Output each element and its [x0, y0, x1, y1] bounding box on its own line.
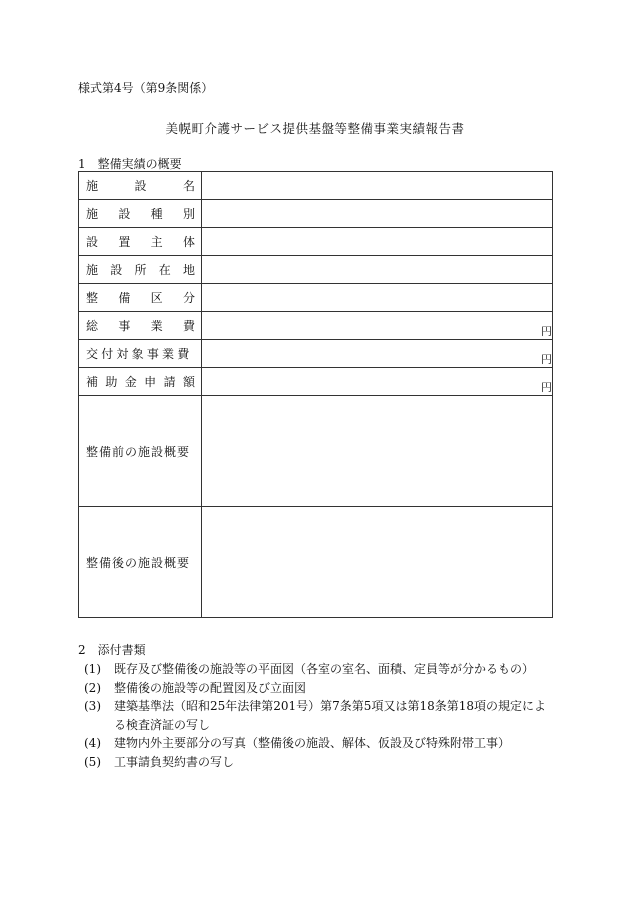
row-value-field[interactable]: [202, 256, 553, 284]
section-1-heading: 1 整備実績の概要: [78, 157, 182, 171]
row-value-field[interactable]: [202, 228, 553, 256]
table-row: [79, 340, 553, 368]
row-value-field[interactable]: [202, 200, 553, 228]
row-value-field[interactable]: 円: [202, 312, 553, 340]
table-row: [79, 256, 553, 284]
document-title: 美幌町介護サービス提供基盤等整備事業実績報告書: [165, 121, 465, 136]
table-row-tall: [79, 396, 553, 507]
row-value-field[interactable]: [202, 396, 553, 507]
list-item: (2) 整備後の施設等の配置図及び立面図: [84, 680, 307, 695]
row-value-field[interactable]: 円: [202, 340, 553, 368]
list-item: (1) 既存及び整備後の施設等の平面図（各室の室名、面積、定員等が分かるもの）: [84, 662, 535, 676]
table-row-tall: [79, 507, 553, 618]
row-label: 施 設 名: [79, 172, 202, 200]
row-value-field[interactable]: 円: [202, 368, 553, 396]
table-row: [79, 312, 553, 340]
table-row: [79, 284, 553, 312]
row-label: 施 設 種 別: [79, 200, 202, 228]
row-label: 整備前の施設概要: [79, 396, 202, 507]
row-value-field[interactable]: [202, 284, 553, 312]
list-item: (5) 工事請負契約書の写し: [84, 754, 235, 769]
summary-table: [78, 171, 553, 618]
attachment-list: [84, 660, 554, 771]
row-label: 施 設 所 在 地: [79, 256, 202, 284]
row-label: 整備後の施設概要: [79, 507, 202, 618]
list-item: (4) 建物内外主要部分の写真（整備後の施設、解体、仮設及び特殊附帯工事）: [84, 736, 511, 750]
list-item: (3) 建築基準法（昭和25年法律第201号）第7条第5項又は第18条第18項の規定による検査済証の写し: [84, 699, 546, 732]
row-value-field[interactable]: [202, 507, 553, 618]
table-row: [79, 200, 553, 228]
row-label: 総 事 業 費: [79, 312, 202, 340]
table-row: [79, 228, 553, 256]
table-row: [79, 172, 553, 200]
section-2-heading: 2 添付書類: [78, 643, 146, 657]
row-label: 整 備 区 分: [79, 284, 202, 312]
row-label: 補 助 金 申 請 額: [79, 368, 202, 396]
form-number: 様式第4号（第9条関係）: [78, 81, 214, 95]
row-label: 設 置 主 体: [79, 228, 202, 256]
row-label: 交 付 対 象 事 業 費: [79, 340, 202, 368]
row-value-field[interactable]: [202, 172, 553, 200]
table-row: [79, 368, 553, 396]
